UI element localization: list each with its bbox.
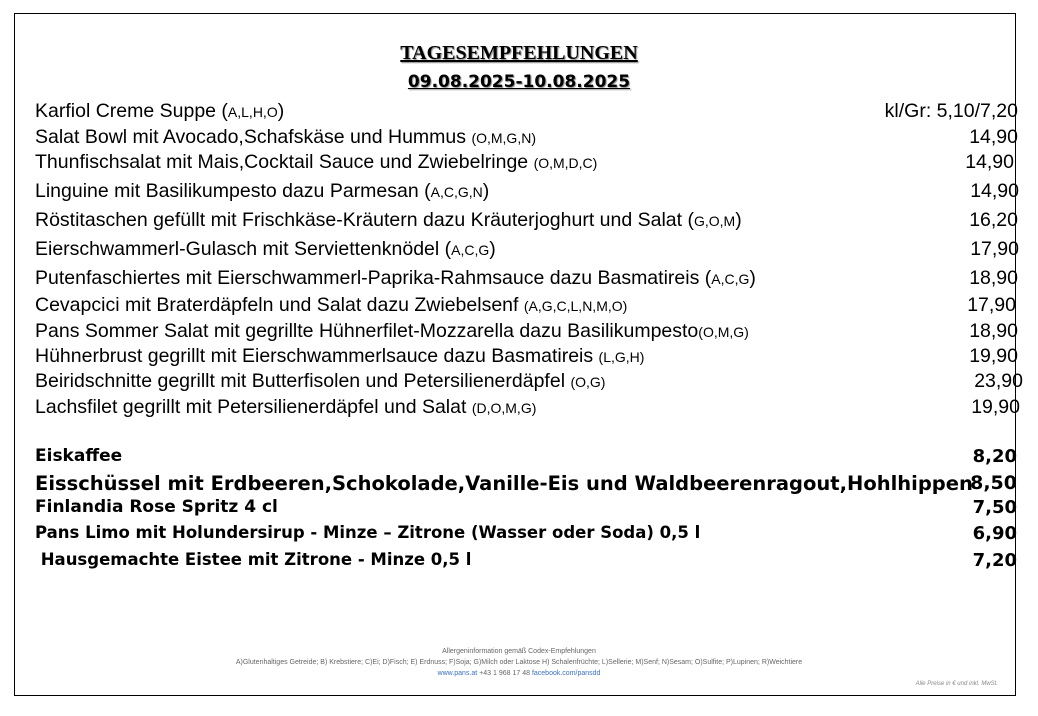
dish-name (35, 209, 742, 232)
dish-allergens: (O,M,G) (698, 324, 749, 340)
dish-title: Lachsfilet gegrillt mit Petersilienerdäpfel und Salat (35, 396, 472, 418)
dish-title: Eierschwammerl-Gulasch mit Serviettenknödel ( (35, 238, 452, 260)
drink-name: Finlandia Rose Spritz 4 cl (35, 497, 278, 517)
dish-allergens: (O,M,D,C) (533, 155, 598, 171)
allergen-heading: Allergeninformation gemäß Codex-Empfehlungen (442, 648, 596, 655)
dish-allergen-close: ) (735, 209, 742, 231)
dish-allergens: G,O,M (693, 213, 736, 229)
dish-title: Putenfaschiertes mit Eierschwammerl-Paprika-Rahmsauce dazu Basmatireis ( (35, 267, 712, 289)
drink-row (35, 446, 1018, 470)
dish-row (35, 294, 1018, 318)
drink-name: Hausgemachte Eistee mit Zitrone - Minze 0,5 l (35, 550, 472, 569)
dish-price: 19,90 (969, 345, 1018, 367)
dish-name (35, 345, 644, 368)
drink-row (35, 472, 1018, 496)
phone-number: +43 1 968 17 48 (479, 670, 530, 677)
dish-title: Thunfischsalat mit Mais,Cocktail Sauce und Zwiebelringe (35, 151, 534, 173)
dish-name (35, 370, 605, 393)
dish-price: kl/Gr: 5,10/7,20 (884, 100, 1018, 122)
dish-row (35, 345, 1018, 369)
menu-date-range: 09.08.2025-10.08.2025 (407, 72, 631, 92)
dish-price: 17,90 (967, 294, 1016, 316)
price-note: Alle Preise in € und inkl. MwSt. (915, 681, 998, 687)
dish-name (35, 320, 749, 343)
dish-name (35, 294, 627, 317)
drink-row (35, 550, 1018, 574)
dish-allergens: (L,G,H) (598, 349, 645, 365)
dish-allergen-close: ) (277, 100, 285, 122)
dish-allergens: (D,O,M,G) (471, 400, 537, 416)
dish-allergens: (O,M,G,N) (471, 130, 536, 146)
dish-row (35, 320, 1018, 344)
dish-allergens: (O,G) (570, 374, 606, 390)
dish-name (35, 100, 284, 123)
dish-name (35, 126, 536, 149)
allergen-legend: A)Glutenhaltiges Getreide; B) Krebstiere; C)Ei; D)Fisch; E) Erdnuss; F)Soja; G)Milch oder Laktose H) Schalenfrüchte; L)Sellerie; M)Senf; N)Sesam; O)Sulfite; P)Lupinen; R)Weichtiere (235, 659, 803, 666)
dish-allergen-close: ) (482, 180, 490, 202)
dish-price: 18,90 (969, 267, 1018, 289)
dish-row (35, 180, 1018, 204)
dish-allergens: A,C,G,N (430, 184, 483, 200)
drink-name: Eisschüssel mit Erdbeeren,Schokolade,Vanille-Eis und Waldbeerenragout,Hohlhippen (35, 472, 973, 495)
dish-price: 14,90 (970, 180, 1019, 202)
dish-allergen-close: ) (749, 267, 756, 289)
dish-row (35, 370, 1023, 394)
dish-title: Beiridschnitte gegrillt mit Butterfisolen und Petersilienerdäpfel (35, 370, 571, 392)
dish-price: 14,90 (965, 151, 1014, 173)
dish-allergens: A,C,G (711, 271, 750, 287)
drink-name: Pans Limo mit Holundersirup - Minze – Zitrone (Wasser oder Soda) 0,5 l (35, 523, 701, 542)
dish-price: 14,90 (969, 126, 1018, 148)
website-link[interactable]: www.pans.at (437, 670, 478, 677)
dish-row (35, 209, 1018, 233)
drink-price: 8,20 (972, 446, 1017, 467)
dish-allergens: A,C,G (451, 242, 490, 258)
dish-name (35, 396, 536, 419)
dish-name (35, 180, 489, 203)
facebook-link[interactable]: facebook.com/pansdd (531, 670, 601, 677)
dish-name (35, 151, 597, 174)
menu-title: TAGESEMPFEHLUNGEN (400, 42, 638, 64)
drink-price: 7,50 (972, 497, 1017, 518)
dish-title: Hühnerbrust gegrillt mit Eierschwammerlsauce dazu Basmatireis (35, 345, 599, 367)
dish-allergens: (A,G,C,L,N,M,O) (523, 298, 628, 314)
dish-price: 23,90 (974, 370, 1023, 392)
dish-price: 17,90 (970, 238, 1019, 260)
drink-price: 8,50 (970, 472, 1017, 494)
drink-row (35, 523, 1018, 547)
drink-price: 7,20 (972, 550, 1017, 571)
drink-price: 6,90 (972, 523, 1017, 544)
dish-row (35, 267, 1018, 291)
dish-row (35, 238, 1018, 262)
dish-name (35, 267, 756, 290)
dish-title: Karfiol Creme Suppe ( (35, 100, 228, 122)
contact-line (0, 670, 1038, 677)
dish-price: 19,90 (971, 396, 1020, 418)
dish-title: Salat Bowl mit Avocado,Schafskäse und Hummus (35, 126, 472, 148)
dish-title: Linguine mit Basilikumpesto dazu Parmesan ( (35, 180, 431, 202)
dish-price: 18,90 (969, 320, 1018, 342)
drink-name: Eiskaffee (35, 446, 123, 466)
drink-row (35, 497, 1018, 521)
dish-allergen-close: ) (489, 238, 496, 260)
dish-row (35, 100, 1018, 124)
dish-name (35, 238, 496, 261)
dish-title: Cevapcici mit Braterdäpfeln und Salat dazu Zwiebelsenf (35, 294, 524, 316)
dish-row (35, 396, 1018, 420)
dish-row (35, 126, 1018, 150)
dish-price: 16,20 (969, 209, 1018, 231)
dish-row (35, 151, 1018, 175)
dish-title: Röstitaschen gefüllt mit Frischkäse-Kräutern dazu Kräuterjoghurt und Salat ( (35, 209, 694, 231)
dish-title: Pans Sommer Salat mit gegrillte Hühnerfilet-Mozzarella dazu Basilikumpesto (35, 320, 699, 342)
dish-allergens: A,L,H,O (227, 104, 278, 120)
